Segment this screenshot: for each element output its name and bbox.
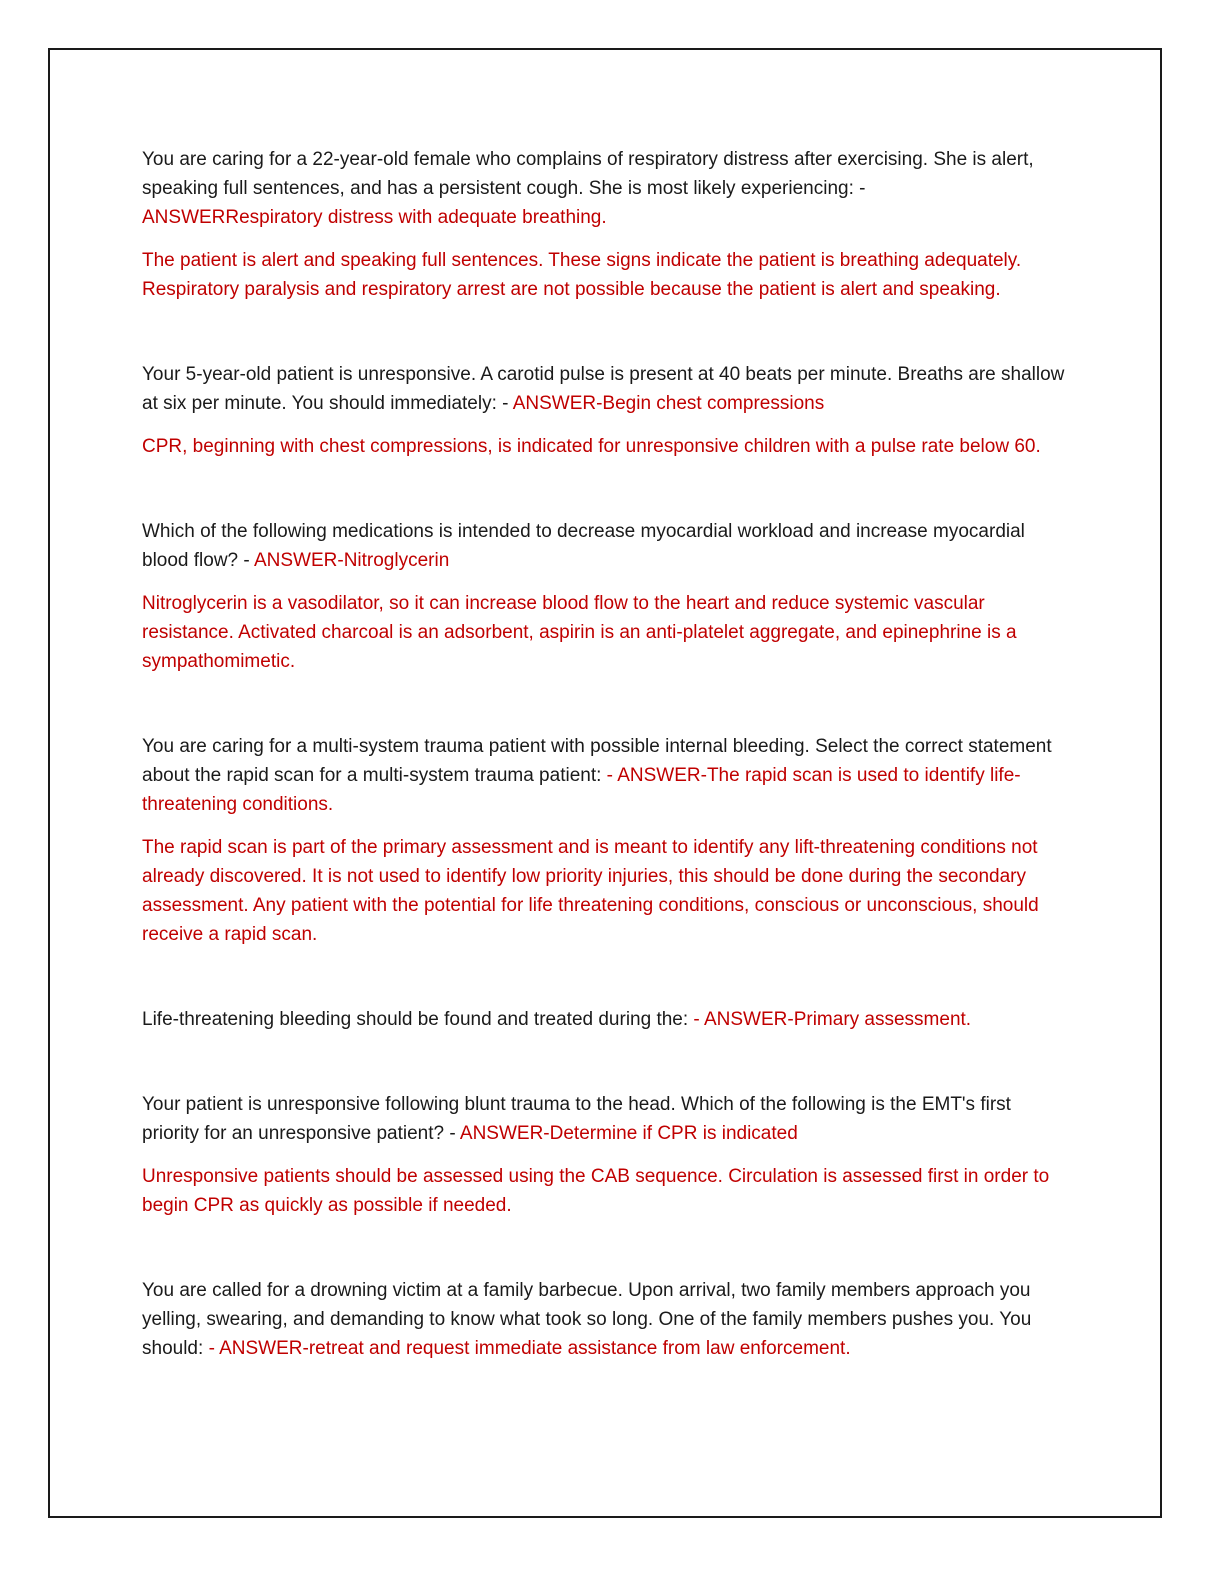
answer: ANSWER-Begin chest compressions <box>512 393 825 414</box>
qa-item-5 <box>142 1005 1072 1034</box>
qa-item-4 <box>142 732 1072 949</box>
document-content <box>142 145 1072 1419</box>
qa-item-6 <box>142 1090 1072 1220</box>
answer: ANSWER-Nitroglycerin <box>253 550 450 571</box>
answer: ANSWER-Determine if CPR is indicated <box>459 1123 798 1144</box>
qa-item-1 <box>142 145 1072 304</box>
answer: - ANSWER-retreat and request immediate assistance from law enforcement. <box>208 1338 851 1359</box>
question: Your patient is unresponsive following blunt trauma to the head. Which of the following is the EMT's first priority for an unresponsive patient? - ANSWER-Determine if CPR is indicated <box>142 1094 1011 1144</box>
explanation: The patient is alert and speaking full sentences. These signs indicate the patient is breathing adequately. Respiratory paralysis and respiratory arrest are not possible because the patient is alert and speaking. <box>142 250 1022 300</box>
answer: ANSWERRespiratory distress with adequate breathing. <box>142 207 607 228</box>
question: You are caring for a multi-system trauma patient with possible internal bleeding. Select the correct statement about the rapid scan for a multi-system trauma patient: - ANSWER-The rapid scan is used to identify life-threatening conditions. <box>142 736 1052 815</box>
qa-item-3 <box>142 517 1072 676</box>
question: Life-threatening bleeding should be found and treated during the: - ANSWER-Primary assessment. <box>142 1009 972 1030</box>
explanation: CPR, beginning with chest compressions, is indicated for unresponsive children with a pulse rate below 60. <box>142 436 1041 457</box>
question: You are called for a drowning victim at a family barbecue. Upon arrival, two family members approach you yelling, swearing, and demanding to know what took so long. One of the family members pushes you. You should: - ANSWER-retreat and request immediate assistance from law enforcement. <box>142 1280 1032 1359</box>
qa-item-7 <box>142 1276 1072 1363</box>
qa-item-2 <box>142 360 1072 461</box>
answer: - ANSWER-Primary assessment. <box>693 1009 972 1030</box>
explanation: Nitroglycerin is a vasodilator, so it can increase blood flow to the heart and reduce systemic vascular resistance. Activated charcoal is an adsorbent, aspirin is an anti-platelet aggregate, and epinephrine is a sympathomimetic. <box>142 593 1017 672</box>
question: Your 5-year-old patient is unresponsive. A carotid pulse is present at 40 beats per minute. Breaths are shallow at six per minute. You should immediately: - ANSWER-Begin chest compressions <box>142 364 1065 414</box>
answer: - ANSWER-The rapid scan is used to identify life-threatening conditions. <box>142 765 1021 815</box>
question: Which of the following medications is intended to decrease myocardial workload and increase myocardial blood flow? - ANSWER-Nitroglycerin <box>142 521 1025 571</box>
explanation: The rapid scan is part of the primary assessment and is meant to identify any lift-threatening conditions not already discovered. It is not used to identify low priority injuries, this should be done during the secondary assessment. Any patient with the potential for life threatening conditions, conscious or unconscious, should receive a rapid scan. <box>142 837 1039 945</box>
explanation: Unresponsive patients should be assessed using the CAB sequence. Circulation is assessed first in order to begin CPR as quickly as possible if needed. <box>142 1166 1050 1216</box>
question: You are caring for a 22-year-old female who complains of respiratory distress after exercising. She is alert, speaking full sentences, and has a persistent cough. She is most likely experiencing: - ANSWERRespiratory distress with adequate breathing. <box>142 149 1034 228</box>
